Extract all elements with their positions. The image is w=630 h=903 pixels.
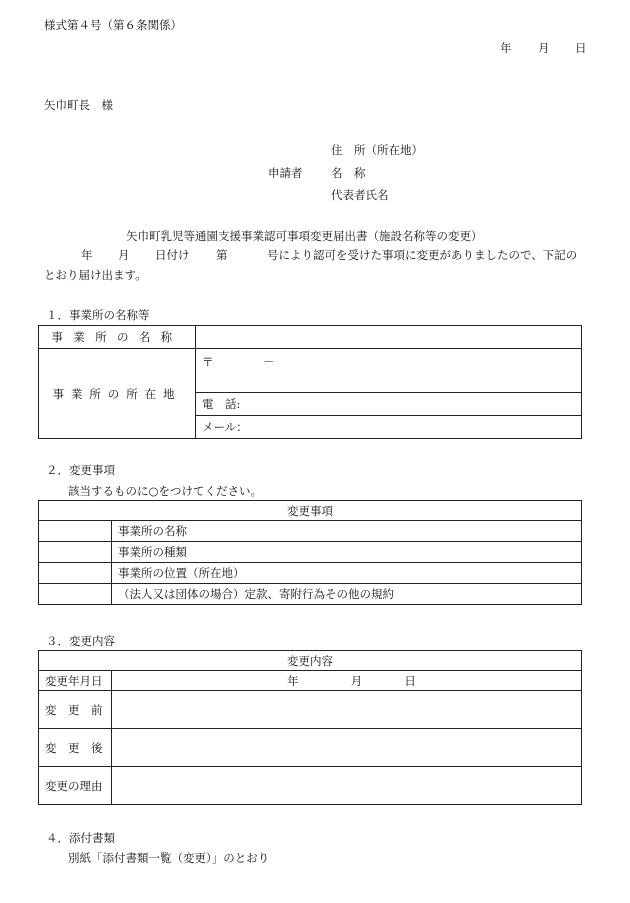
change-mark-cell[interactable] — [39, 563, 112, 584]
phone-cell — [196, 393, 582, 416]
reason-label: 変更の理由 — [39, 767, 112, 805]
representative-label: 代表者氏名 — [331, 188, 389, 202]
email-label: メール： — [202, 420, 248, 434]
date-year: 年 — [500, 41, 512, 55]
content-table — [38, 650, 582, 805]
form-number: 様式第４号（第６条関係） — [44, 18, 182, 32]
before-value — [112, 691, 582, 729]
change-mark-cell[interactable] — [39, 542, 112, 563]
addressee: 矢巾町長 様 — [44, 98, 113, 112]
change-date-value — [112, 671, 582, 691]
body-rest: 号により認可を受けた事項に変更がありましたので、下記の — [267, 248, 578, 262]
after-value — [112, 729, 582, 767]
change-mark-cell[interactable] — [39, 584, 112, 605]
content-table-header: 変更内容 — [39, 651, 582, 671]
changes-table — [38, 500, 582, 605]
postal-mark: 〒 — [202, 355, 214, 369]
facility-table — [38, 325, 582, 439]
section2-instruction: 該当するものに○をつけてください。 — [68, 484, 263, 498]
body-number-prefix: 第 — [216, 248, 228, 262]
postal-dash: － — [263, 355, 275, 369]
date-day: 日 — [575, 41, 587, 55]
phone-label: 電 話: — [202, 397, 241, 411]
facility-location-label: 事業所の所在地 — [52, 386, 182, 401]
section3-heading: ３．変更内容 — [46, 634, 115, 648]
section4-content: 別紙「添付書類一覧（変更）」のとおり — [68, 851, 270, 865]
name-label: 名 称 — [331, 166, 366, 180]
applicant-label: 申請者 — [268, 166, 303, 180]
body-line2: とおり届け出ます。 — [44, 268, 147, 282]
before-label: 変 更 前 — [39, 691, 112, 729]
reason-value — [112, 767, 582, 805]
document-title: 矢巾町乳児等通園支援事業認可事項変更届出書（施設名称等の変更） — [126, 229, 483, 243]
section1-heading: １．事業所の名称等 — [46, 308, 150, 322]
change-date-year: 年 — [287, 673, 299, 688]
email-cell — [196, 416, 582, 439]
facility-name-label: 事業所の名称 — [51, 330, 183, 344]
section2-heading: ２．変更事項 — [46, 463, 115, 477]
facility-location-label-cell — [39, 349, 196, 439]
after-label: 変 更 後 — [39, 729, 112, 767]
change-date-day: 日 — [404, 673, 416, 688]
section4-heading: ４．添付書類 — [46, 831, 115, 845]
facility-name-value — [196, 326, 582, 349]
postal-cell — [196, 349, 582, 393]
date-month: 月 — [538, 41, 550, 55]
change-mark-cell[interactable] — [39, 521, 112, 542]
address-label: 住 所（所在地） — [331, 143, 423, 157]
change-item: （法人又は団体の場合）定款、寄附行為その他の規約 — [112, 584, 582, 605]
body-month: 月 — [118, 248, 130, 262]
body-day-text: 日付け — [155, 248, 190, 262]
change-item: 事業所の種類 — [112, 542, 582, 563]
changes-table-header: 変更事項 — [39, 501, 582, 521]
change-date-month: 月 — [350, 673, 363, 688]
facility-name-label-cell — [39, 326, 196, 349]
body-year: 年 — [81, 248, 93, 262]
change-item: 事業所の位置（所在地） — [112, 563, 582, 584]
change-date-label: 変更年月日 — [39, 671, 112, 691]
change-item: 事業所の名称 — [112, 521, 582, 542]
